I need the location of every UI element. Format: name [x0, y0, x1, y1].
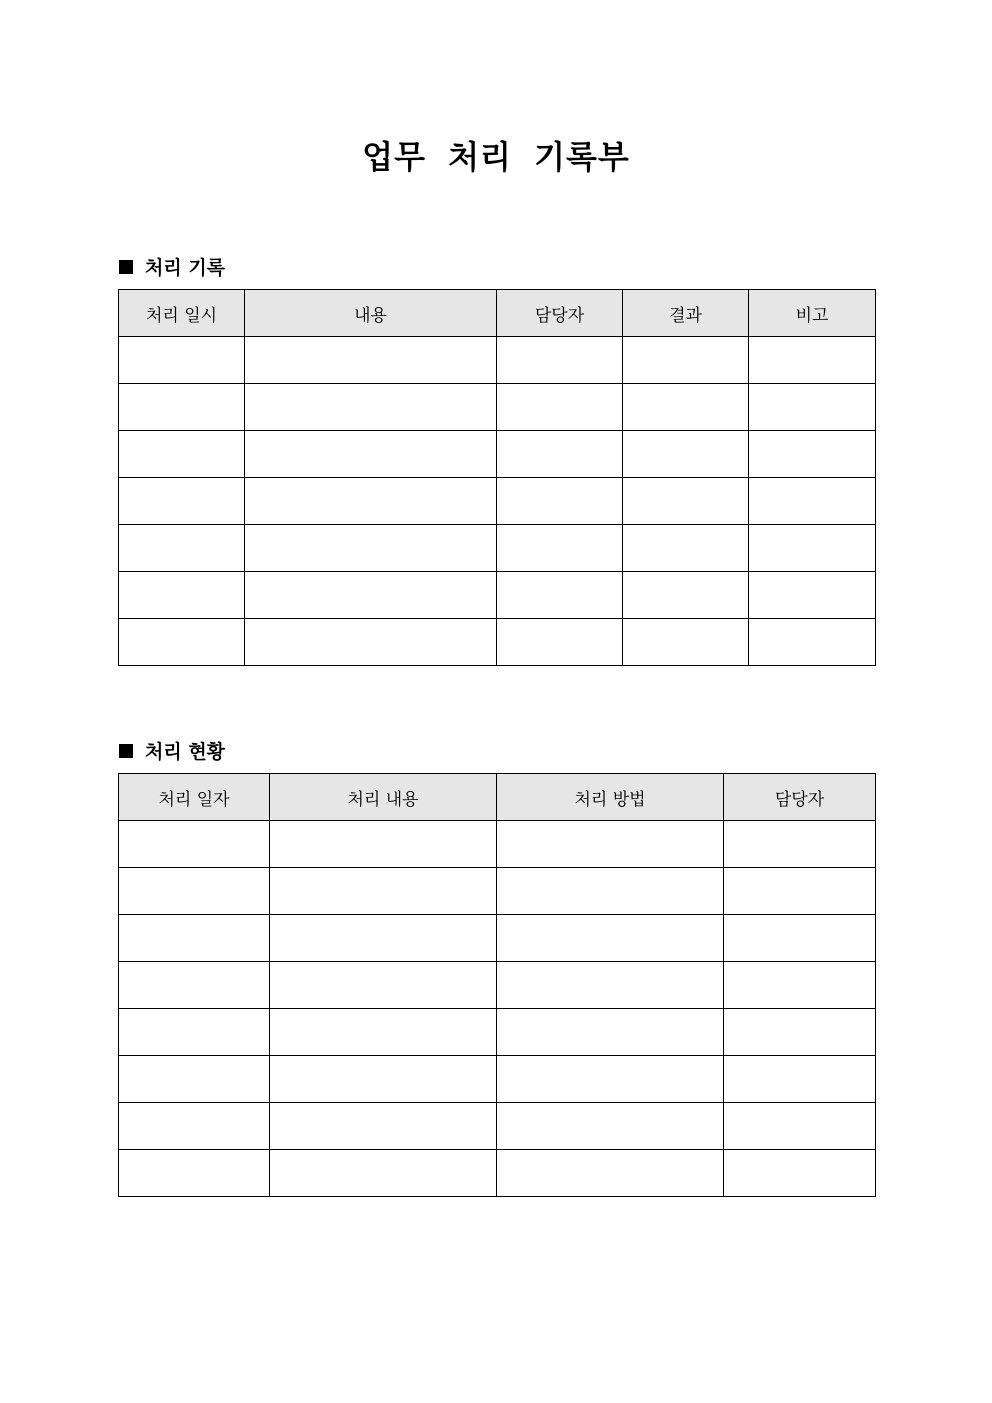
- table-cell[interactable]: [623, 619, 749, 666]
- table-row: [119, 1009, 876, 1056]
- table-cell[interactable]: [749, 431, 876, 478]
- table-cell[interactable]: [497, 1103, 724, 1150]
- table-cell[interactable]: [497, 1150, 724, 1197]
- table-cell[interactable]: [245, 431, 497, 478]
- table-cell[interactable]: [497, 1056, 724, 1103]
- table-cell[interactable]: [497, 478, 623, 525]
- table-cell[interactable]: [245, 619, 497, 666]
- table-cell[interactable]: [270, 1103, 497, 1150]
- table-cell[interactable]: [749, 572, 876, 619]
- table-cell[interactable]: [623, 431, 749, 478]
- table-cell[interactable]: [119, 619, 245, 666]
- section-heading-processing-status: [119, 737, 225, 764]
- table-cell[interactable]: [749, 478, 876, 525]
- table-cell[interactable]: [724, 1103, 876, 1150]
- column-header-result: 결과: [623, 290, 749, 337]
- table-cell[interactable]: [724, 868, 876, 915]
- table-row: [119, 619, 876, 666]
- table-cell[interactable]: [119, 1056, 270, 1103]
- table-cell[interactable]: [724, 1150, 876, 1197]
- table-row: [119, 431, 876, 478]
- table-cell[interactable]: [119, 525, 245, 572]
- table-cell[interactable]: [497, 915, 724, 962]
- table-cell[interactable]: [270, 1009, 497, 1056]
- table-cell[interactable]: [497, 868, 724, 915]
- table-row: [119, 821, 876, 868]
- table-cell[interactable]: [245, 525, 497, 572]
- table-cell[interactable]: [623, 337, 749, 384]
- table-row: [119, 478, 876, 525]
- square-bullet-icon: [119, 744, 133, 758]
- table-cell[interactable]: [245, 384, 497, 431]
- table-cell[interactable]: [724, 915, 876, 962]
- table-cell[interactable]: [119, 1150, 270, 1197]
- table-cell[interactable]: [724, 821, 876, 868]
- table-cell[interactable]: [119, 1103, 270, 1150]
- table-cell[interactable]: [749, 525, 876, 572]
- table-cell[interactable]: [623, 478, 749, 525]
- table-cell[interactable]: [270, 868, 497, 915]
- table-cell[interactable]: [497, 572, 623, 619]
- table-cell[interactable]: [497, 525, 623, 572]
- page-title: 업무 처리 기록부: [362, 138, 630, 176]
- column-header-processing-method: 처리 방법: [497, 774, 724, 821]
- table-row: [119, 572, 876, 619]
- table-cell[interactable]: [270, 962, 497, 1009]
- table-cell[interactable]: [270, 1150, 497, 1197]
- table-row: [119, 1103, 876, 1150]
- table-cell[interactable]: [749, 337, 876, 384]
- table-cell[interactable]: [724, 1056, 876, 1103]
- table-cell[interactable]: [119, 868, 270, 915]
- table-row: [119, 962, 876, 1009]
- table-row: [119, 915, 876, 962]
- table-row: [119, 525, 876, 572]
- table-cell[interactable]: [119, 1009, 270, 1056]
- table-cell[interactable]: [724, 1009, 876, 1056]
- table-cell[interactable]: [245, 337, 497, 384]
- table-cell[interactable]: [724, 962, 876, 1009]
- table-cell[interactable]: [119, 478, 245, 525]
- table-cell[interactable]: [119, 337, 245, 384]
- table-cell[interactable]: [749, 619, 876, 666]
- section-heading-processing-record: [119, 253, 225, 280]
- table-cell[interactable]: [497, 384, 623, 431]
- table-cell[interactable]: [245, 478, 497, 525]
- table-cell[interactable]: [623, 384, 749, 431]
- table-cell[interactable]: [119, 915, 270, 962]
- table-cell[interactable]: [270, 821, 497, 868]
- column-header-person-in-charge: 담당자: [724, 774, 876, 821]
- section-heading-label: 처리 기록: [145, 257, 226, 279]
- table-cell[interactable]: [497, 431, 623, 478]
- table-cell[interactable]: [270, 1056, 497, 1103]
- table-cell[interactable]: [497, 962, 724, 1009]
- table-cell[interactable]: [119, 821, 270, 868]
- processing-record-table: [118, 289, 876, 666]
- table-cell[interactable]: [623, 525, 749, 572]
- table-cell[interactable]: [497, 821, 724, 868]
- processing-status-table: [118, 773, 876, 1197]
- table-cell[interactable]: [119, 572, 245, 619]
- table-cell[interactable]: [497, 337, 623, 384]
- table-cell[interactable]: [119, 384, 245, 431]
- column-header-date: 처리 일자: [119, 774, 270, 821]
- table-cell[interactable]: [119, 962, 270, 1009]
- table-row: [119, 1056, 876, 1103]
- column-header-datetime: 처리 일시: [119, 290, 245, 337]
- table-row: [119, 1150, 876, 1197]
- table-cell[interactable]: [245, 572, 497, 619]
- table-cell[interactable]: [497, 1009, 724, 1056]
- table-cell[interactable]: [749, 384, 876, 431]
- column-header-person-in-charge: 담당자: [497, 290, 623, 337]
- column-header-content: 내용: [245, 290, 497, 337]
- section-heading-label: 처리 현황: [145, 741, 226, 763]
- table-header-row: [119, 774, 876, 821]
- table-row: [119, 384, 876, 431]
- table-cell[interactable]: [497, 619, 623, 666]
- table-cell[interactable]: [623, 572, 749, 619]
- table-row: [119, 337, 876, 384]
- table-cell[interactable]: [119, 431, 245, 478]
- table-cell[interactable]: [270, 915, 497, 962]
- column-header-processing-content: 처리 내용: [270, 774, 497, 821]
- table-row: [119, 868, 876, 915]
- column-header-remarks: 비고: [749, 290, 876, 337]
- table-header-row: [119, 290, 876, 337]
- square-bullet-icon: [119, 260, 133, 274]
